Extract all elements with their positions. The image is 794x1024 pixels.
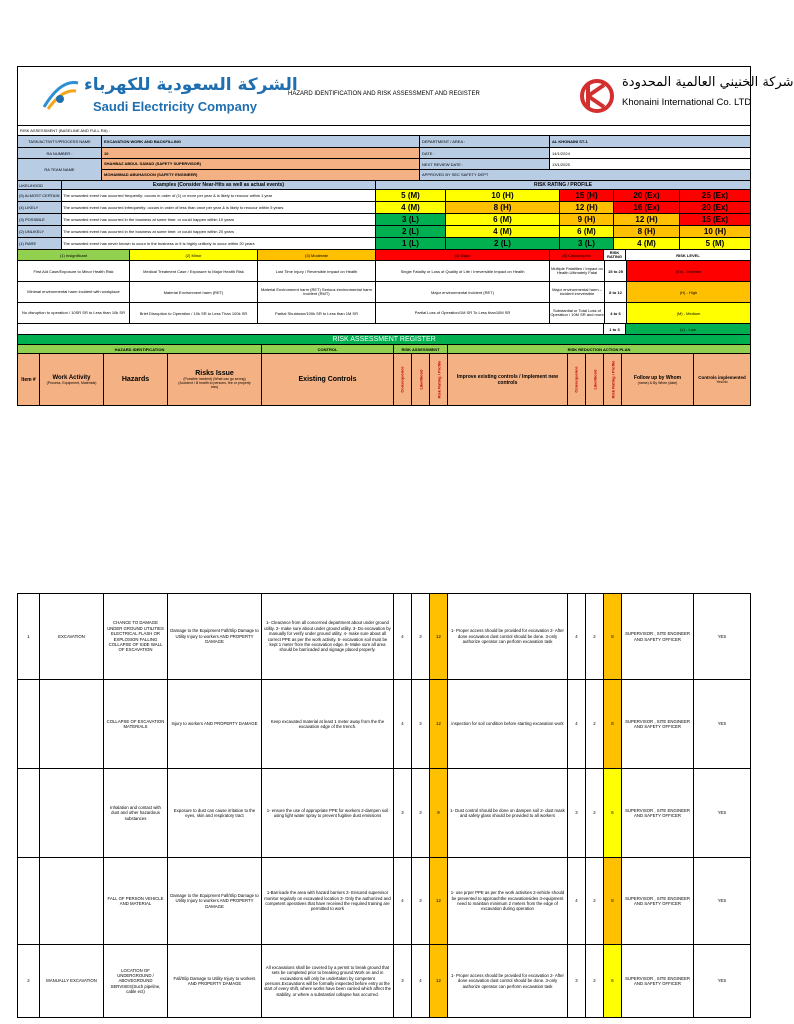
consequence-4: (4) Major bbox=[376, 250, 550, 260]
people-4: Single Fatality or Loss of Quality of Life / Irreversible Impact on Health bbox=[376, 261, 550, 281]
row-follow-up: SUPERVISOR , SITE ENGINEER AND SAFETY OFFICER bbox=[622, 858, 694, 944]
row-rating-after: 8 bbox=[604, 594, 622, 679]
col-follow: Follow up by Whom bbox=[633, 374, 682, 381]
register-columns-row bbox=[18, 354, 750, 405]
row-consequence: 4 bbox=[394, 594, 412, 679]
table-row bbox=[18, 680, 750, 769]
row-item: 1 bbox=[18, 594, 40, 679]
environment-4: Major environmental incident (RET) bbox=[376, 282, 550, 302]
khonaini-logo bbox=[578, 75, 794, 119]
row-rating: 12 bbox=[430, 945, 448, 1017]
register-title: RISK ASSESSMENT REGISTER bbox=[332, 336, 436, 343]
row-consequence-after: 4 bbox=[568, 594, 586, 679]
people-3: Lost Time Injury / Reversible Impact on Health bbox=[258, 261, 376, 281]
row-item bbox=[18, 769, 40, 857]
row-rating: 9 bbox=[430, 769, 448, 857]
date-value: 14/1/2024 bbox=[552, 150, 570, 156]
rating-cell: 10 (H) bbox=[680, 226, 750, 237]
row-likelihood-after: 2 bbox=[586, 769, 604, 857]
row-controls: All excavations shall be covered by a permit to break ground that sets be completed prior to breaking ground Work on and in excavations will only be undertaken by competent persons.Excavations will be formally inspected before entry at the start of every shift, where works have been carried which affect the stability, or where a substantial collapse has occurred. bbox=[262, 945, 394, 1017]
row-implemented: YES bbox=[717, 978, 727, 984]
consequence-row bbox=[18, 250, 750, 261]
likelihood-row bbox=[18, 190, 750, 202]
register-title-row bbox=[18, 335, 750, 345]
row-improve: inspection for soil condition before starting excavation work bbox=[448, 680, 568, 768]
rating-cell: 9 (H) bbox=[560, 214, 614, 225]
rating-cell: 20 (Ex) bbox=[680, 202, 750, 213]
level-range-extreme: 15 to 25 bbox=[605, 261, 627, 281]
row-consequence-after: 4 bbox=[568, 858, 586, 944]
rating-cell: 3 (L) bbox=[376, 214, 446, 225]
likelihood-desc: The unwanted event has never known to occur in the business or it is highly unlikely to occur within 20 years bbox=[62, 238, 376, 249]
rating-cell: 6 (M) bbox=[560, 226, 614, 237]
row-controls: 1-Barricade the area with hazard barriers 2- Ensured supervisor monitor regularly on excavated location 3- Only the authorized and competent operatives that have received the required training are permitted to work bbox=[262, 858, 394, 944]
sec-name-english: Saudi Electricity Company bbox=[93, 99, 257, 114]
row-activity: MANUALLY EXCAVATION bbox=[40, 945, 104, 1017]
row-likelihood-after: 2 bbox=[586, 858, 604, 944]
row-likelihood-after: 2 bbox=[586, 680, 604, 768]
risk-levels bbox=[604, 261, 750, 323]
likelihood-row bbox=[18, 202, 750, 214]
rating-cell: 15 (H) bbox=[560, 190, 614, 201]
rating-cell: 2 (L) bbox=[376, 226, 446, 237]
ra-number-label: RA NUMBER : bbox=[18, 148, 102, 158]
approved-by: APPROVED BY SEC SAFETY DEPT bbox=[420, 170, 750, 180]
task-value: EXCAVATION WORK AND BACKFILLING bbox=[102, 136, 420, 147]
environment-2: Material Environment harm (RET) bbox=[130, 282, 258, 302]
row-activity bbox=[40, 858, 104, 944]
row-follow-up: SUPERVISOR , SITE ENGINEER AND SAFETY OFFICER bbox=[622, 769, 694, 857]
level-medium: (M) - Medium bbox=[627, 303, 750, 323]
col-consequence: Consequence bbox=[400, 366, 406, 393]
level-range-high: 8 to 12 bbox=[605, 282, 627, 302]
likelihood-matrix bbox=[18, 190, 750, 250]
environment-1: Minimal environmental harm incident with workplace bbox=[18, 282, 130, 302]
business-3: Partial Shutdown/100k SR to Less than 1M SR bbox=[258, 303, 376, 323]
risk-rating-label: RISK RATING bbox=[604, 250, 626, 260]
task-label: TASK/ACTIVITY/PROCESS NAME bbox=[18, 136, 102, 147]
row-improve: 1- Dust control should be done on dampen soil 2- dust mask and safety glass should be provided to all workers bbox=[448, 769, 568, 857]
likelihood-name: (1) RARE bbox=[18, 238, 62, 249]
dept-value: AL KHONAINI ST-1 bbox=[550, 136, 750, 147]
row-likelihood-after: 2 bbox=[586, 594, 604, 679]
row-follow-up: SUPERVISOR , SITE ENGINEER AND SAFETY OFFICER bbox=[622, 945, 694, 1017]
business-row bbox=[18, 303, 604, 323]
likelihood-row bbox=[18, 238, 750, 250]
register-table bbox=[17, 593, 751, 1018]
rating-cell: 4 (M) bbox=[376, 202, 446, 213]
row-rating-after: 6 bbox=[604, 945, 622, 1017]
table-row bbox=[18, 769, 750, 858]
low-level-row bbox=[18, 324, 750, 335]
row-implemented: YES bbox=[717, 633, 727, 639]
rating-cell: 1 (L) bbox=[376, 238, 446, 249]
row-improve: 1- Proper access should be provided for excavation 2- After done excavation dust control should be done. 3-only authorize operator can perform excavation task bbox=[448, 594, 568, 679]
row-consequence-after: 4 bbox=[568, 680, 586, 768]
table-row bbox=[18, 945, 750, 1018]
khonaini-name-arabic: شركة الخنيني العالمية المحدودة bbox=[622, 75, 794, 90]
row-risk: Damage to the Equipment Fall/Slip Damage to Utility Injury to workers AND PROPERTY DAMAGE bbox=[168, 858, 262, 944]
row-consequence: 3 bbox=[394, 769, 412, 857]
row-rating: 12 bbox=[430, 680, 448, 768]
sheet-header bbox=[18, 67, 794, 126]
business-5: Substantial or Total Loss of Operation / 10M SR and more bbox=[550, 307, 604, 317]
register-section-row bbox=[18, 345, 750, 354]
business-2: Brief Disruption to Operation / 10k SR to Less Than 100k SR bbox=[130, 303, 258, 323]
row-controls: Keep excavated material at least 1 meter away from the the excavation edge of the trench. bbox=[262, 680, 394, 768]
team-member-1: SHAHBAZ ABDUL SAMAD (SAFETY SUPERVISOR) bbox=[102, 159, 419, 170]
col-implemented-sub: Yes/No bbox=[716, 380, 728, 384]
likelihood-name: (2) UNLIKELY bbox=[18, 226, 62, 237]
level-extreme: (Ex) - Extreme bbox=[627, 261, 750, 281]
rating-cell: 8 (H) bbox=[446, 202, 560, 213]
people-5: Multiple Fatalities / Impact on Health Ultimately Fatal bbox=[551, 265, 603, 275]
hazard-identification-label: HAZARD IDENTIFICATION bbox=[18, 345, 262, 353]
col-follow-sub: (name) & By When (date) bbox=[637, 380, 678, 385]
row-follow-up: SUPERVISOR , SITE ENGINEER AND SAFETY OFFICER bbox=[622, 594, 694, 679]
examples-label: Examples (Consider Near-Hits as well as actual events) bbox=[62, 181, 376, 189]
row-hazard: FALL OF PERSON VEHICLE AND MATERIAL bbox=[104, 858, 168, 944]
row-likelihood: 3 bbox=[412, 858, 430, 944]
rating-cell: 8 (H) bbox=[614, 226, 680, 237]
row-hazard: LOCATION OF UNDERGROUND / ABOVEGROUND SERVISES(Such pipeline, cable ect) bbox=[104, 945, 168, 1017]
risk-level-label: RISK LEVEL bbox=[676, 252, 700, 258]
date-label: DATE : bbox=[420, 148, 550, 158]
col-item: Item # bbox=[18, 354, 40, 405]
col-hazards: Hazards bbox=[104, 354, 168, 405]
row-controls: 1- Clearance from all concerned department about under ground utility. 2- make sure about under ground utility. 3- Do excavation by manually for verify under ground utility. 4- make sure about all correct PPE as per the work activity. 5- excavation soil must be kept 1 meter from the excavation edge. 6- Make sure all area should be barricaded and signage placed properly. bbox=[262, 594, 394, 679]
environment-5: Major environmental harm – incident irreversible bbox=[552, 286, 602, 296]
likelihood-desc: The unwanted event has occurred infrequently: occurs in order of less than once per year & is likely to reoccur within 5 years bbox=[62, 202, 376, 213]
reduction-plan-label: RISK REDUCTION ACTION PLAN bbox=[567, 346, 631, 352]
col-activity-sub: (Process, Equipment, Materials) bbox=[46, 380, 97, 385]
control-label: CONTROL bbox=[262, 345, 394, 353]
sec-logo-icon bbox=[40, 77, 82, 113]
row-likelihood: 3 bbox=[412, 680, 430, 768]
ra-type-label: RISK ASSESSMENT (BASELINE AND FULL RA) : bbox=[20, 128, 110, 133]
likelihood-name: (3) POSSIBLE bbox=[18, 214, 62, 225]
row-risk: Exposure to dust can cause irritation to the eyes, skin and respiratory tract bbox=[168, 769, 262, 857]
ra-number-value: 10 bbox=[102, 148, 420, 158]
matrix-header-row bbox=[18, 181, 750, 190]
row-activity bbox=[40, 680, 104, 768]
row-hazard: COLLAPSE OF EXCAVATION MATERIALS bbox=[104, 680, 168, 768]
rating-cell: 16 (Ex) bbox=[614, 202, 680, 213]
rating-cell: 4 (M) bbox=[614, 238, 680, 249]
row-implemented: YES bbox=[717, 898, 727, 904]
consequence-5: (5) Catastrophic bbox=[550, 250, 604, 260]
dept-label: DEPARTMENT / AREA : bbox=[420, 136, 550, 147]
level-range-low: 1 to 3 bbox=[604, 324, 626, 334]
likelihood-name: (4) LIKELY bbox=[18, 202, 62, 213]
row-rating-after: 8 bbox=[604, 680, 622, 768]
review-label: NEXT REVIEW DATE : bbox=[420, 159, 550, 169]
col-implemented: Controls implemented bbox=[698, 375, 746, 380]
rating-cell: 12 (H) bbox=[560, 202, 614, 213]
row-item bbox=[18, 858, 40, 944]
task-row bbox=[18, 136, 750, 148]
likelihood-row bbox=[18, 226, 750, 238]
row-consequence-after: 3 bbox=[568, 945, 586, 1017]
ra-type-row bbox=[18, 126, 750, 136]
likelihood-row bbox=[18, 214, 750, 226]
row-hazard: CHANCE TO DAMAGE UNDER GROUND UTILITIES ELECTRICAL FLASH OR EXPLOSION FALLING COLLAPSE OF SIDE WALL OF EXCAVATION bbox=[104, 594, 168, 679]
table-row bbox=[18, 858, 750, 945]
consequence-2: (2) Minor bbox=[130, 250, 258, 260]
row-follow-up: SUPERVISOR , SITE ENGINEER AND SAFETY OFFICER bbox=[622, 680, 694, 768]
col-existing-controls: Existing Controls bbox=[262, 354, 394, 405]
rating-cell: 3 (L) bbox=[560, 238, 614, 249]
likelihood-desc: The unwanted event has occurred frequently: occurs in order of (1) or more per year & is likely to reoccur within 1 year bbox=[62, 190, 376, 201]
row-risk: Fall/Slip Damage to Utility Injury to workers AND PROPERTY DAMAGE bbox=[168, 945, 262, 1017]
row-activity bbox=[40, 769, 104, 857]
row-likelihood-after: 2 bbox=[586, 945, 604, 1017]
risk-assessment-label: RISK ASSESSMENT bbox=[394, 345, 448, 353]
sec-name-arabic: الشركة السعودية للكهرباء bbox=[84, 75, 298, 95]
col-rating: Risk Rating / Profile bbox=[436, 360, 442, 399]
row-improve: 1- use prper PPE as per the work activities 2-vehicle should be prevented to approachthe excavationsides 3-equipment need to maintain minimum 2 meters from the edge of excavation during operation bbox=[448, 858, 568, 944]
level-high: (H) - High bbox=[627, 282, 750, 302]
business-1: No disruption to operation / 10SR SR to Less than 10k SR bbox=[18, 303, 130, 323]
col-rating-2: Risk Rating / Profile bbox=[610, 360, 616, 399]
row-risk: Damage to the Equipment Fall/Slip Damage to Utility Injury to workers AND PROPERTY DAMAGE bbox=[168, 594, 262, 679]
row-consequence: 4 bbox=[394, 858, 412, 944]
col-improve: Improve existing controls / Implement new controls bbox=[448, 354, 568, 405]
col-risks: Risks Issue bbox=[195, 370, 234, 377]
row-implemented: YES bbox=[717, 721, 727, 727]
likelihood-name: (5) ALMOST CERTAIN bbox=[18, 190, 62, 201]
row-rating: 12 bbox=[430, 858, 448, 944]
people-1: First Aid Case/Exposure to Minor Health Risk bbox=[18, 261, 130, 281]
rating-cell: 4 (M) bbox=[446, 226, 560, 237]
likelihood-desc: The unwanted event has occurred in the business at some time: or could happen within 20 years bbox=[62, 226, 376, 237]
team-member-2: MOHAMMAD ABUHASOON (SAFETY ENGINEER) bbox=[102, 170, 419, 180]
people-2: Medical Treatment Case / Exposure to Major Health Risk bbox=[130, 261, 258, 281]
row-activity: EXCAVATION bbox=[40, 594, 104, 679]
likelihood-label: LIKELIHOOD bbox=[18, 181, 62, 189]
row-hazard: Inhalation and contact with dust and other hazardous substances bbox=[104, 769, 168, 857]
khonaini-logo-icon bbox=[578, 77, 616, 115]
people-row bbox=[18, 261, 604, 282]
ra-sheet bbox=[17, 66, 794, 406]
consequence-3: (3) Moderate bbox=[258, 250, 376, 260]
consequence-examples bbox=[18, 261, 750, 324]
col-risks-sub: (Possible Incident) (What can go wrong) (Accident / ill health to persons, fire or property loss) bbox=[178, 377, 251, 389]
rating-cell: 2 (L) bbox=[446, 238, 560, 249]
business-4: Partial Loss of Operation/1M SR To Less than10M SR bbox=[376, 303, 550, 323]
row-item bbox=[18, 680, 40, 768]
col-likelihood: Likelihood bbox=[418, 369, 423, 390]
rating-profile-label: RISK RATING / PROFILE bbox=[376, 181, 750, 189]
col-consequence-2: Consequence bbox=[574, 366, 580, 393]
col-likelihood-2: Likelihood bbox=[592, 369, 597, 390]
level-range-medium: 4 to 6 bbox=[605, 303, 627, 323]
row-likelihood: 3 bbox=[412, 594, 430, 679]
row-rating-after: 6 bbox=[604, 769, 622, 857]
rating-cell: 15 (Ex) bbox=[680, 214, 750, 225]
likelihood-desc: The unwanted event has occurred in the business at some time: or could happen within 10 years bbox=[62, 214, 376, 225]
row-rating: 12 bbox=[430, 594, 448, 679]
row-consequence-after: 3 bbox=[568, 769, 586, 857]
row-consequence: 3 bbox=[394, 945, 412, 1017]
rating-cell: 25 (Ex) bbox=[680, 190, 750, 201]
rating-cell: 20 (Ex) bbox=[614, 190, 680, 201]
level-low: (L) - Low bbox=[626, 324, 750, 334]
row-item: 2 bbox=[18, 945, 40, 1017]
consequence-1: (1) Insignificant bbox=[18, 250, 130, 260]
rating-cell: 10 (H) bbox=[446, 190, 560, 201]
row-risk: Injury to workers AND PROPERTY DAMAGE bbox=[168, 680, 262, 768]
row-likelihood: 3 bbox=[412, 769, 430, 857]
ra-number-row bbox=[18, 148, 750, 159]
review-value: 13/1/2025 bbox=[552, 161, 570, 167]
rating-cell: 12 (H) bbox=[614, 214, 680, 225]
row-improve: 1- Proper access should be provided for excavation 2- After done excavation dust control should be done. 3-only authorize operator can perform excavation task bbox=[448, 945, 568, 1017]
row-implemented: YES bbox=[717, 810, 727, 816]
col-activity: Work Activity bbox=[52, 374, 91, 381]
row-rating-after: 8 bbox=[604, 858, 622, 944]
row-consequence: 4 bbox=[394, 680, 412, 768]
team-label: RA TEAM NAME bbox=[18, 159, 102, 180]
rating-cell: 5 (M) bbox=[680, 238, 750, 249]
row-likelihood: 4 bbox=[412, 945, 430, 1017]
khonaini-name-english: Khonaini International Co. LTD bbox=[622, 97, 752, 108]
rating-cell: 5 (M) bbox=[376, 190, 446, 201]
team-block bbox=[18, 159, 750, 181]
row-controls: 1- ensure the use of appropriate PPE for workers 2-dampen soil using light water spray to prevent fugitive dust emissions bbox=[262, 769, 394, 857]
environment-3: Material Environment harm (RET) Serious environmental harm incident (RMT) bbox=[258, 282, 376, 302]
environment-row bbox=[18, 282, 604, 303]
table-row bbox=[18, 594, 750, 680]
sec-logo bbox=[40, 75, 298, 115]
page-title: HAZARD IDENTIFICATION AND RISK ASSESSMENT AND REGISTER bbox=[288, 91, 480, 97]
rating-cell: 6 (M) bbox=[446, 214, 560, 225]
